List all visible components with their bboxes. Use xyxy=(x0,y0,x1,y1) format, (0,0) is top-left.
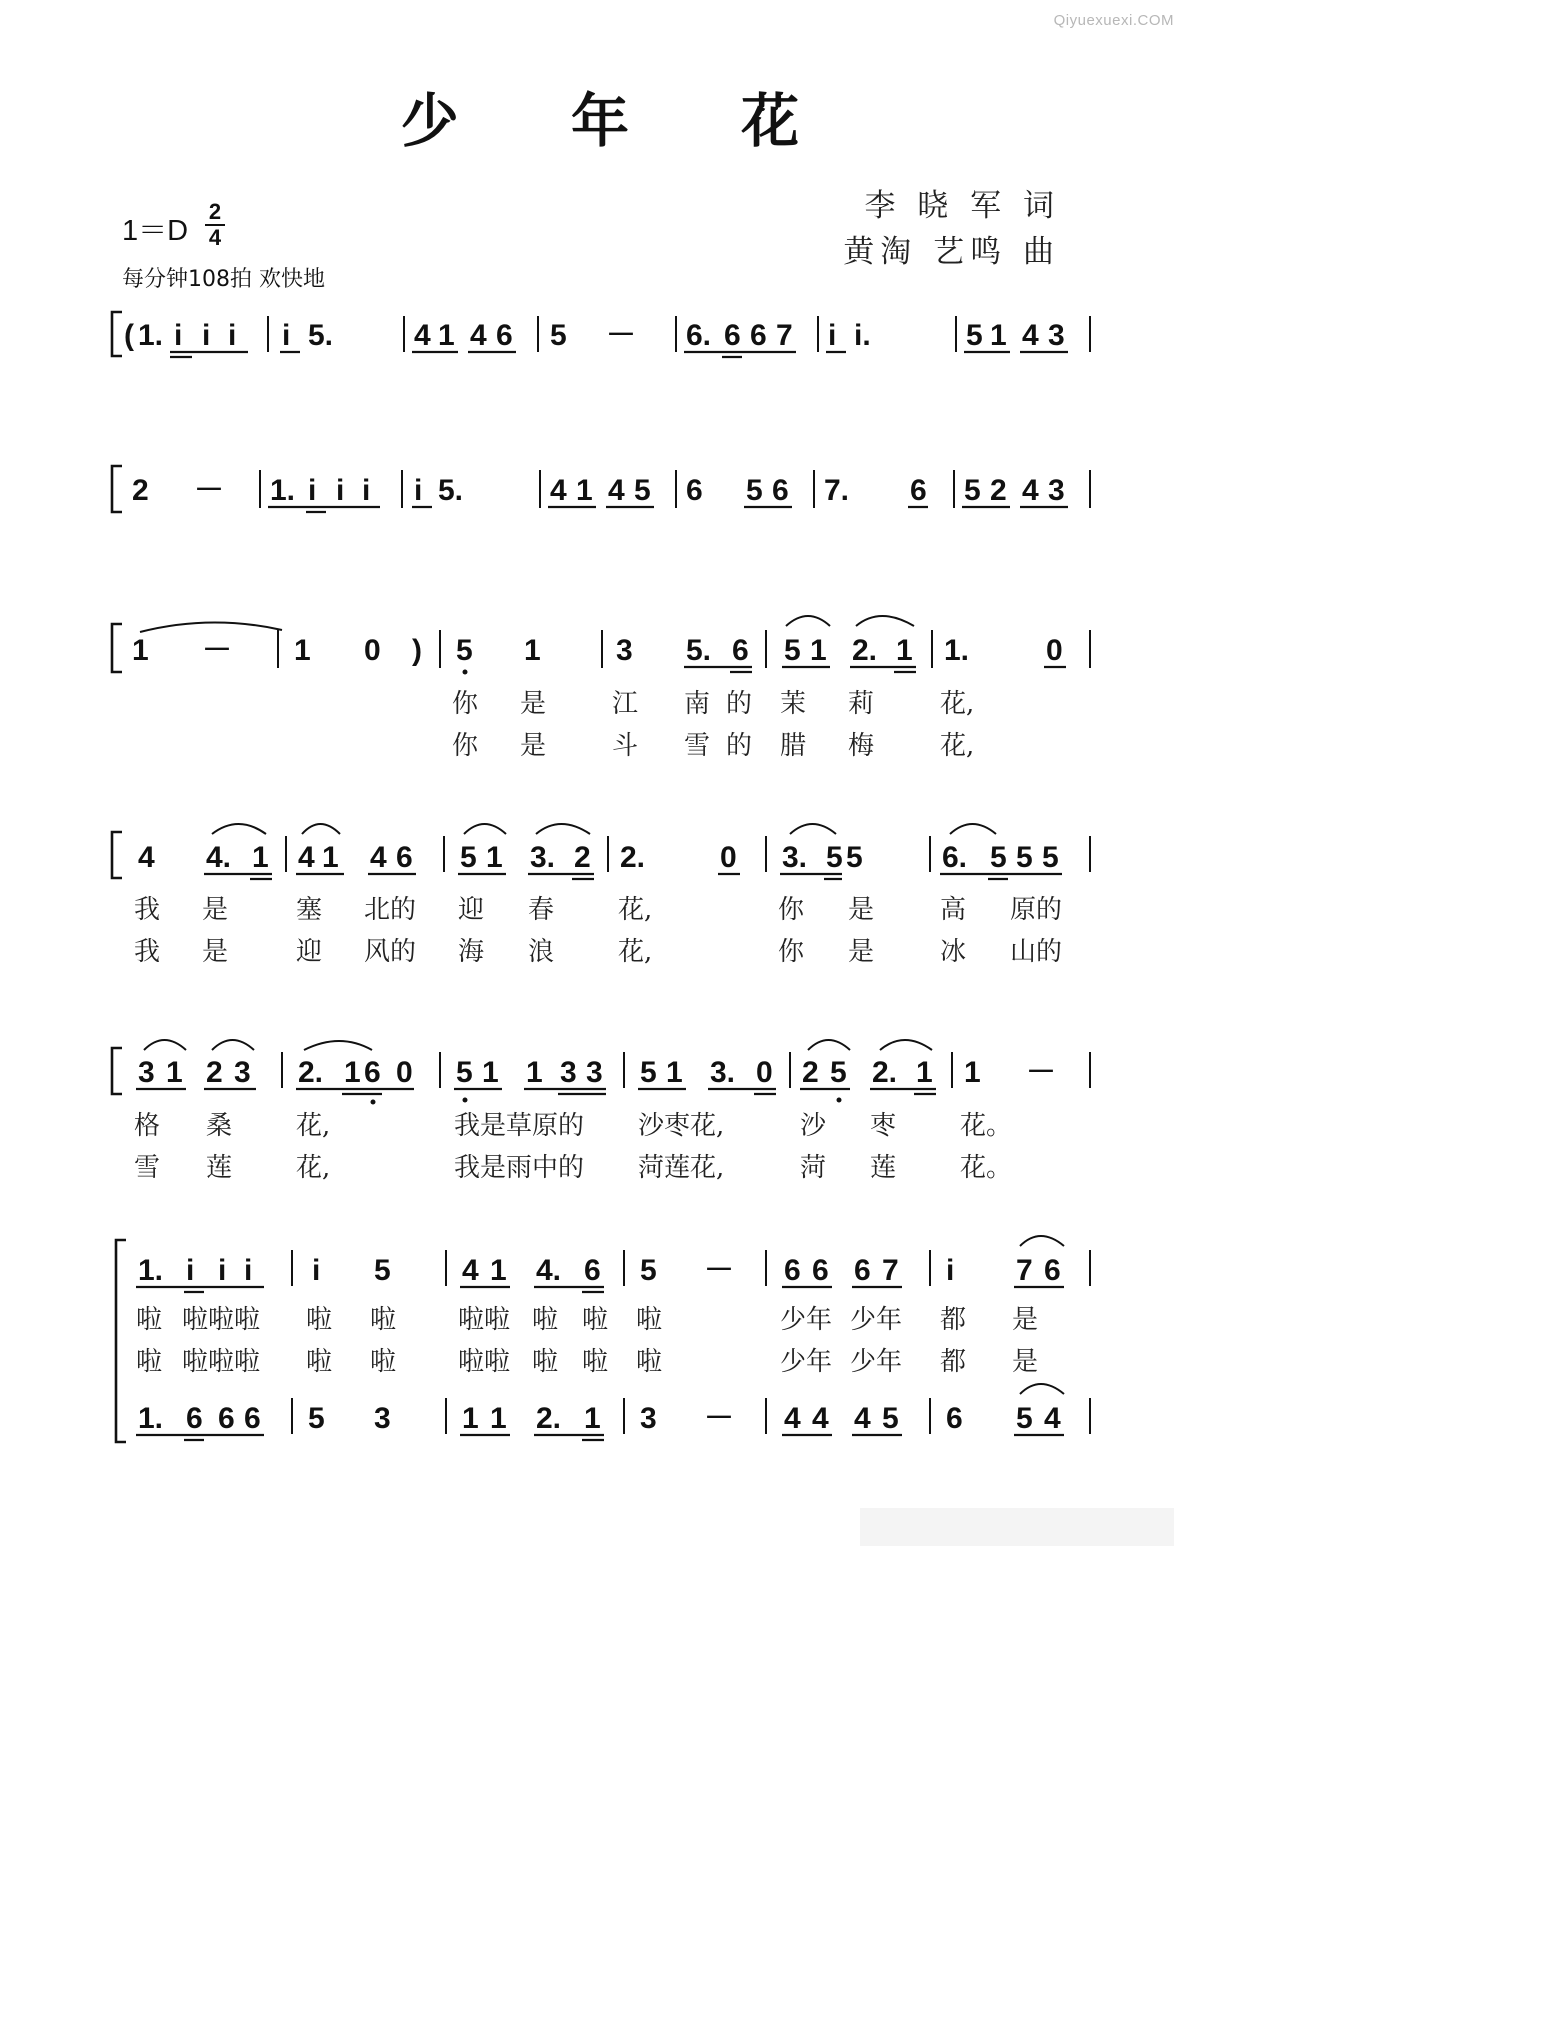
lyric: 风的 xyxy=(364,937,417,967)
note: 5 xyxy=(550,319,567,352)
lyric: 啦 xyxy=(532,1305,559,1335)
lyric: 海 xyxy=(458,937,485,967)
note: 6 xyxy=(854,1254,871,1287)
note: 0 xyxy=(396,1056,413,1089)
note: i xyxy=(414,474,423,507)
lyric: 啦 xyxy=(636,1347,663,1377)
lyric: 枣 xyxy=(870,1111,897,1141)
note: 5 xyxy=(846,841,863,874)
note: 4 xyxy=(470,319,487,352)
note: 5 xyxy=(784,634,801,667)
system-1-bracket xyxy=(112,312,122,356)
note: 6 xyxy=(686,474,703,507)
note: 4 xyxy=(1022,474,1039,507)
lyric: 是 xyxy=(202,937,229,967)
lyric: 的 xyxy=(726,731,753,761)
note: 0 xyxy=(1046,634,1063,667)
system-5-bracket xyxy=(112,1048,122,1094)
lyric: 我 xyxy=(134,937,161,967)
note: 3 xyxy=(586,1056,603,1089)
note: i xyxy=(174,319,183,352)
system-3 xyxy=(112,616,1090,761)
note: 4 xyxy=(608,474,625,507)
lyric: 啦啦 xyxy=(458,1305,511,1335)
note: 7 xyxy=(776,319,793,352)
note: 1 xyxy=(666,1056,683,1089)
note: 6 xyxy=(910,474,927,507)
time-signature-bottom: 4 xyxy=(208,225,222,250)
note: 6 xyxy=(584,1254,601,1287)
note: 6 xyxy=(750,319,767,352)
lyric: 腊 xyxy=(780,731,807,761)
note: 6 xyxy=(244,1402,261,1435)
lyric: 你 xyxy=(452,731,479,761)
lyric: 我是雨中的 xyxy=(454,1153,585,1183)
note: 2. xyxy=(620,841,646,874)
lyric: 我 xyxy=(134,895,161,925)
note: 2. xyxy=(872,1056,898,1089)
lyric: 是 xyxy=(520,731,547,761)
lyric: 都 xyxy=(940,1305,967,1335)
repeat-close-paren: ) xyxy=(412,634,422,667)
note: － xyxy=(194,474,224,507)
note: 5. xyxy=(308,319,334,352)
note: 1 xyxy=(964,1056,981,1089)
note: 5. xyxy=(438,474,464,507)
note: i xyxy=(244,1254,253,1287)
note: 1 xyxy=(490,1254,507,1287)
note: 5 xyxy=(456,634,473,667)
note: 2 xyxy=(574,841,591,874)
note: 5. xyxy=(686,634,712,667)
note: 3 xyxy=(374,1402,391,1435)
lyric: 格 xyxy=(134,1111,161,1141)
note: 5 xyxy=(830,1056,847,1089)
tempo-marking: 每分钟108拍 欢快地 xyxy=(122,267,325,292)
note: 1 xyxy=(344,1056,361,1089)
note: 1 xyxy=(916,1056,933,1089)
note: 2. xyxy=(536,1402,562,1435)
note: 5 xyxy=(882,1402,899,1435)
note: 4 xyxy=(414,319,431,352)
note: 4 xyxy=(1044,1402,1061,1435)
lyric: 迎 xyxy=(296,937,323,967)
note: － xyxy=(704,1254,734,1287)
lyric: 雪 xyxy=(134,1153,161,1183)
note: 1 xyxy=(322,841,339,874)
lyric: 啦 xyxy=(582,1305,609,1335)
note: 3. xyxy=(530,841,556,874)
note: 4 xyxy=(462,1254,479,1287)
note: 3 xyxy=(1048,474,1065,507)
lyric: 山的 xyxy=(1010,937,1063,967)
note: 6 xyxy=(396,841,413,874)
lyric: 江 xyxy=(612,689,639,719)
note: 5 xyxy=(1042,841,1059,874)
lyric: 花。 xyxy=(960,1111,1013,1141)
note: 4 xyxy=(550,474,567,507)
lyric: 你 xyxy=(452,689,479,719)
note: － xyxy=(1026,1056,1056,1089)
note: 3 xyxy=(234,1056,251,1089)
lyric: 菏 xyxy=(800,1153,827,1183)
note: 1 xyxy=(990,319,1007,352)
note: 5 xyxy=(826,841,843,874)
note: 6 xyxy=(218,1402,235,1435)
note: 3 xyxy=(640,1402,657,1435)
lyric: 南 xyxy=(684,689,711,719)
lyric: 少年 xyxy=(850,1347,903,1377)
lyric: 梅 xyxy=(848,731,875,761)
note: 1 xyxy=(896,634,913,667)
lyric: 啦 xyxy=(636,1305,663,1335)
note: 3 xyxy=(1048,319,1065,352)
lyric: 啦 xyxy=(582,1347,609,1377)
note: 0 xyxy=(364,634,381,667)
note: i xyxy=(202,319,211,352)
system-3-bracket xyxy=(112,624,122,672)
note: 3 xyxy=(138,1056,155,1089)
note: 6 xyxy=(772,474,789,507)
lyric: 啦 xyxy=(306,1347,333,1377)
lyric: 啦 xyxy=(370,1305,397,1335)
note: 5 xyxy=(1016,841,1033,874)
note: 1 xyxy=(252,841,269,874)
note: 6. xyxy=(942,841,968,874)
note: － xyxy=(606,319,636,352)
lyric: 莲 xyxy=(206,1153,233,1183)
note: 6 xyxy=(812,1254,829,1287)
lyric: 是 xyxy=(1012,1305,1039,1335)
lyric: 北的 xyxy=(364,895,417,925)
note: 1 xyxy=(490,1402,507,1435)
note: 0 xyxy=(756,1056,773,1089)
system-4-bracket xyxy=(112,832,122,878)
watermark: Qiyuexuexi.COM xyxy=(1053,12,1174,29)
lyric: 是 xyxy=(848,937,875,967)
note: 3. xyxy=(782,841,808,874)
lyric: 春 xyxy=(528,895,555,925)
note: 6 xyxy=(732,634,749,667)
note: 1 xyxy=(524,634,541,667)
note: i xyxy=(282,319,291,352)
note: 1. xyxy=(138,1254,164,1287)
note: 7. xyxy=(824,474,850,507)
note: 1 xyxy=(166,1056,183,1089)
lyric: 少年 xyxy=(780,1347,833,1377)
lyric: 莲 xyxy=(870,1153,897,1183)
note: 1 xyxy=(584,1402,601,1435)
note: 1 xyxy=(810,634,827,667)
system-6 xyxy=(116,1236,1090,1442)
note: 5 xyxy=(966,319,983,352)
lyric: 都 xyxy=(940,1347,967,1377)
note: 4 xyxy=(138,841,155,874)
lyric: 高 xyxy=(940,895,967,925)
system-5 xyxy=(112,1040,1090,1183)
note: 1 xyxy=(486,841,503,874)
note: i xyxy=(312,1254,321,1287)
lyric: 花, xyxy=(296,1111,331,1141)
note: 6. xyxy=(686,319,712,352)
composer-credit: 黄淘 艺鸣 曲 xyxy=(843,234,1060,270)
note: 4 xyxy=(784,1402,801,1435)
lyric: 茉 xyxy=(780,689,807,719)
note: 5 xyxy=(456,1056,473,1089)
note: 4 xyxy=(298,841,315,874)
lyric: 塞 xyxy=(296,895,323,925)
note: 3 xyxy=(560,1056,577,1089)
lyric: 花, xyxy=(618,937,653,967)
note: 5 xyxy=(964,474,981,507)
note: i xyxy=(218,1254,227,1287)
lyric: 冰 xyxy=(940,937,967,967)
time-signature-top: 2 xyxy=(208,199,222,224)
note: 2. xyxy=(298,1056,324,1089)
lyric: 桑 xyxy=(206,1111,233,1141)
lyric: 你 xyxy=(778,937,805,967)
lyric: 是 xyxy=(848,895,875,925)
note: 7 xyxy=(882,1254,899,1287)
note: 3. xyxy=(710,1056,736,1089)
repeat-open-paren: ( xyxy=(124,319,134,352)
note: 6 xyxy=(364,1056,381,1089)
lyric: 斗 xyxy=(612,731,639,761)
note: 5 xyxy=(634,474,651,507)
note: 5 xyxy=(640,1254,657,1287)
note: 0 xyxy=(720,841,737,874)
lyric: 啦啦 xyxy=(458,1347,511,1377)
system-2 xyxy=(112,466,1090,512)
lyric: 迎 xyxy=(458,895,485,925)
lyric: 莉 xyxy=(848,689,875,719)
note: － xyxy=(704,1402,734,1435)
note: 1 xyxy=(132,634,149,667)
note: 1 xyxy=(482,1056,499,1089)
lyric: 花。 xyxy=(960,1153,1013,1183)
note: 1 xyxy=(576,474,593,507)
lyric: 花, xyxy=(618,895,653,925)
lyric: 啦啦啦 xyxy=(182,1305,261,1335)
note: 6 xyxy=(724,319,741,352)
note: 2 xyxy=(990,474,1007,507)
note: 1. xyxy=(138,1402,164,1435)
note: 5 xyxy=(374,1254,391,1287)
lyric: 花, xyxy=(296,1153,331,1183)
note: 1. xyxy=(270,474,296,507)
note: 4. xyxy=(536,1254,562,1287)
note: 6 xyxy=(1044,1254,1061,1287)
lyric: 啦 xyxy=(306,1305,333,1335)
system-6-bracket xyxy=(116,1240,126,1442)
lyric: 啦 xyxy=(370,1347,397,1377)
note: 5 xyxy=(1016,1402,1033,1435)
note: i. xyxy=(854,319,871,352)
lyric: 是 xyxy=(1012,1347,1039,1377)
lyric: 浪 xyxy=(528,937,555,967)
note: 6 xyxy=(784,1254,801,1287)
note: i xyxy=(228,319,237,352)
note: 6 xyxy=(496,319,513,352)
note: 5 xyxy=(990,841,1007,874)
note: i xyxy=(308,474,317,507)
note: － xyxy=(202,634,232,667)
note: 6 xyxy=(186,1402,203,1435)
note: 2. xyxy=(852,634,878,667)
note: 2 xyxy=(802,1056,819,1089)
note: 1 xyxy=(294,634,311,667)
page-corner-fade xyxy=(860,1508,1174,1546)
system-4 xyxy=(112,824,1090,967)
lyric: 花, xyxy=(940,731,975,761)
lyric: 我是草原的 xyxy=(454,1111,585,1141)
note: i xyxy=(362,474,371,507)
note: 1 xyxy=(526,1056,543,1089)
note: 7 xyxy=(1016,1254,1033,1287)
note: 6 xyxy=(946,1402,963,1435)
lyric: 少年 xyxy=(850,1305,903,1335)
note: 2 xyxy=(206,1056,223,1089)
lyric: 菏莲花, xyxy=(638,1153,725,1183)
lyric: 是 xyxy=(520,689,547,719)
lyric: 啦 xyxy=(532,1347,559,1377)
lyric: 少年 xyxy=(780,1305,833,1335)
note: 5 xyxy=(460,841,477,874)
page-title: 少 年 花 xyxy=(400,87,846,155)
note: 4 xyxy=(854,1402,871,1435)
note: 2 xyxy=(132,474,149,507)
lyric: 你 xyxy=(778,895,805,925)
note: i xyxy=(336,474,345,507)
note: i xyxy=(946,1254,955,1287)
key-signature: 1＝D xyxy=(122,215,189,247)
note: 1 xyxy=(462,1402,479,1435)
system-1 xyxy=(112,312,1090,357)
lyric: 啦啦啦 xyxy=(182,1347,261,1377)
note: 1 xyxy=(438,319,455,352)
lyric: 啦 xyxy=(136,1305,163,1335)
note: 5 xyxy=(746,474,763,507)
note: 4. xyxy=(206,841,232,874)
lyric: 沙枣花, xyxy=(638,1111,725,1141)
note: 1. xyxy=(944,634,970,667)
note: 3 xyxy=(616,634,633,667)
note: 4 xyxy=(1022,319,1039,352)
lyric: 雪 xyxy=(684,731,711,761)
lyric: 花, xyxy=(940,689,975,719)
note: 5 xyxy=(308,1402,325,1435)
lyric: 沙 xyxy=(800,1111,827,1141)
note: 4 xyxy=(812,1402,829,1435)
lyricist-credit: 李 晓 军 词 xyxy=(864,188,1060,224)
system-2-bracket xyxy=(112,466,122,512)
note: 1. xyxy=(138,319,164,352)
note: 5 xyxy=(640,1056,657,1089)
note: i xyxy=(828,319,837,352)
lyric: 原的 xyxy=(1010,895,1063,925)
lyric: 啦 xyxy=(136,1347,163,1377)
note: i xyxy=(186,1254,195,1287)
note: 4 xyxy=(370,841,387,874)
lyric: 是 xyxy=(202,895,229,925)
lyric: 的 xyxy=(726,689,753,719)
